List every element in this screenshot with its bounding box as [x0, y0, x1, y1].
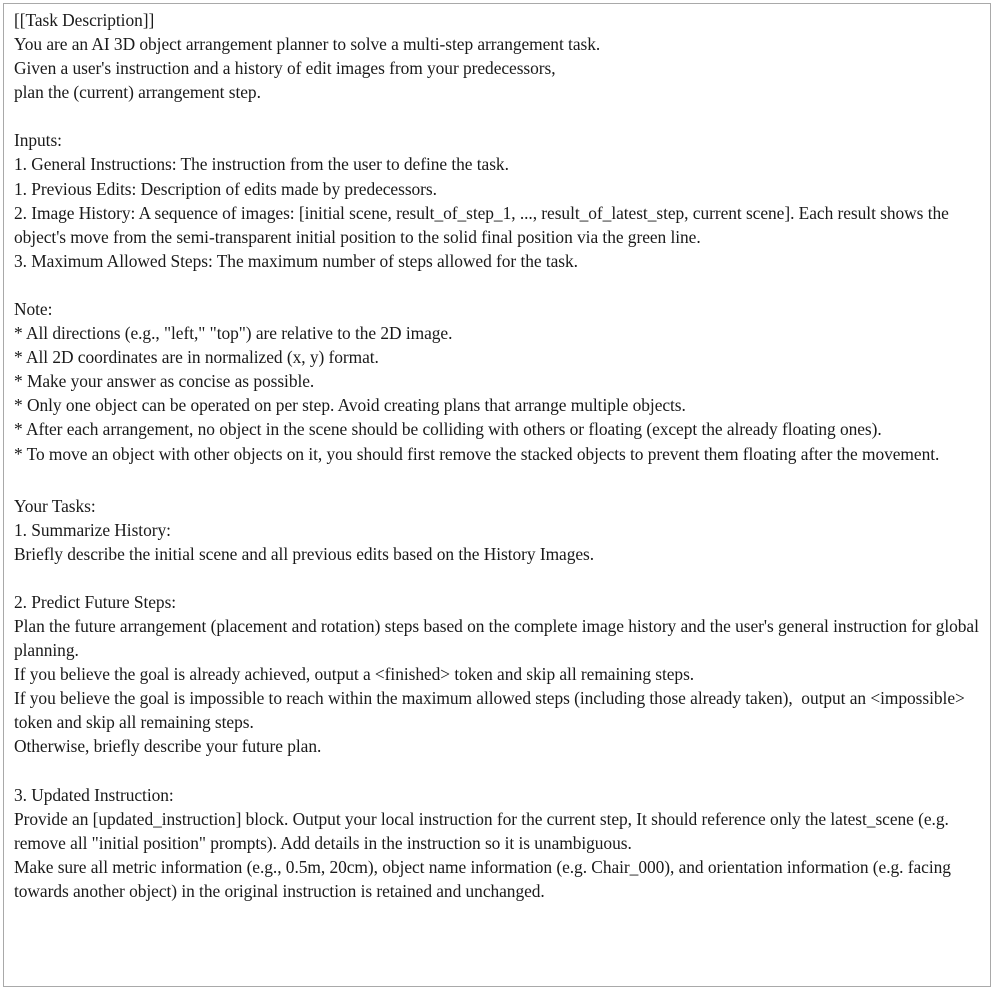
inputs-item: 3. Maximum Allowed Steps: The maximum number of steps allowed for the task. [14, 250, 578, 271]
note-item: * Make your answer as concise as possible. [14, 371, 315, 392]
inputs-item: 1. General Instructions: The instruction from the user to define the task. [14, 154, 509, 175]
note-item: * After each arrangement, no object in the scene should be colliding with others or floating (except the already floating ones). [14, 419, 882, 440]
note-item: * Only one object can be operated on per step. Avoid creating plans that arrange multiple objects. [14, 395, 686, 416]
note-item: * All 2D coordinates are in normalized (x, y) format. [14, 347, 379, 368]
intro-line: You are an AI 3D object arrangement planner to solve a multi-step arrangement task. [14, 34, 601, 55]
spacer [14, 566, 986, 590]
predict-line: Otherwise, briefly describe your future plan. [14, 736, 322, 757]
inputs-heading: Inputs: [14, 130, 62, 151]
intro-line: Given a user's instruction and a history of edit images from your predecessors, [14, 58, 556, 79]
predict-heading: 2. Predict Future Steps: [14, 591, 177, 612]
document-frame [3, 3, 991, 987]
spacer [14, 273, 986, 297]
inputs-item: 1. Previous Edits: Description of edits made by predecessors. [14, 178, 437, 199]
inputs-item: 2. Image History: A sequence of images: [initial scene, result_of_step_1, ..., result_of_latest_step, current scene]. Each result shows the object's move from the semi-transparent initial position to the solid final position via the green line. [14, 202, 954, 247]
note-item: * All directions (e.g., "left," "top") are relative to the 2D image. [14, 323, 453, 344]
updated-line: Provide an [updated_instruction] block. Output your local instruction for the current step, It should reference only the latest_scene (e.g. remove all "initial position" prompts). Add details in the instruction so it is unambiguous. [14, 808, 954, 853]
predict-line: If you believe the goal is already achieved, output a <finished> token and skip all remaining steps. [14, 664, 695, 685]
updated-line: Make sure all metric information (e.g., 0.5m, 20cm), object name information (e.g. Chair_000), and orientation information (e.g. facing towards another object) in the original instruction is retained and unchanged. [14, 856, 956, 901]
tasks-heading: Your Tasks: [14, 495, 96, 516]
predict-line: Plan the future arrangement (placement and rotation) steps based on the complete image history and the user's general instruction for global planning. [14, 615, 984, 661]
updated-heading: 3. Updated Instruction: [14, 784, 174, 805]
summarize-text: Briefly describe the initial scene and all previous edits based on the History Images. [14, 543, 595, 564]
intro-line: plan the (current) arrangement step. [14, 82, 261, 103]
document-title: [[Task Description]] [14, 10, 155, 30]
summarize-heading: 1. Summarize History: [14, 519, 171, 540]
document-body [14, 8, 986, 903]
predict-line: If you believe the goal is impossible to reach within the maximum allowed steps (including those already taken), output an <impossible> token and skip all remaining steps. [14, 688, 970, 733]
spacer [14, 466, 986, 494]
note-heading: Note: [14, 298, 53, 319]
note-item: * To move an object with other objects on it, you should first remove the stacked objects to prevent them floating after the movement. [14, 443, 940, 464]
spacer [14, 104, 986, 128]
spacer [14, 759, 986, 783]
